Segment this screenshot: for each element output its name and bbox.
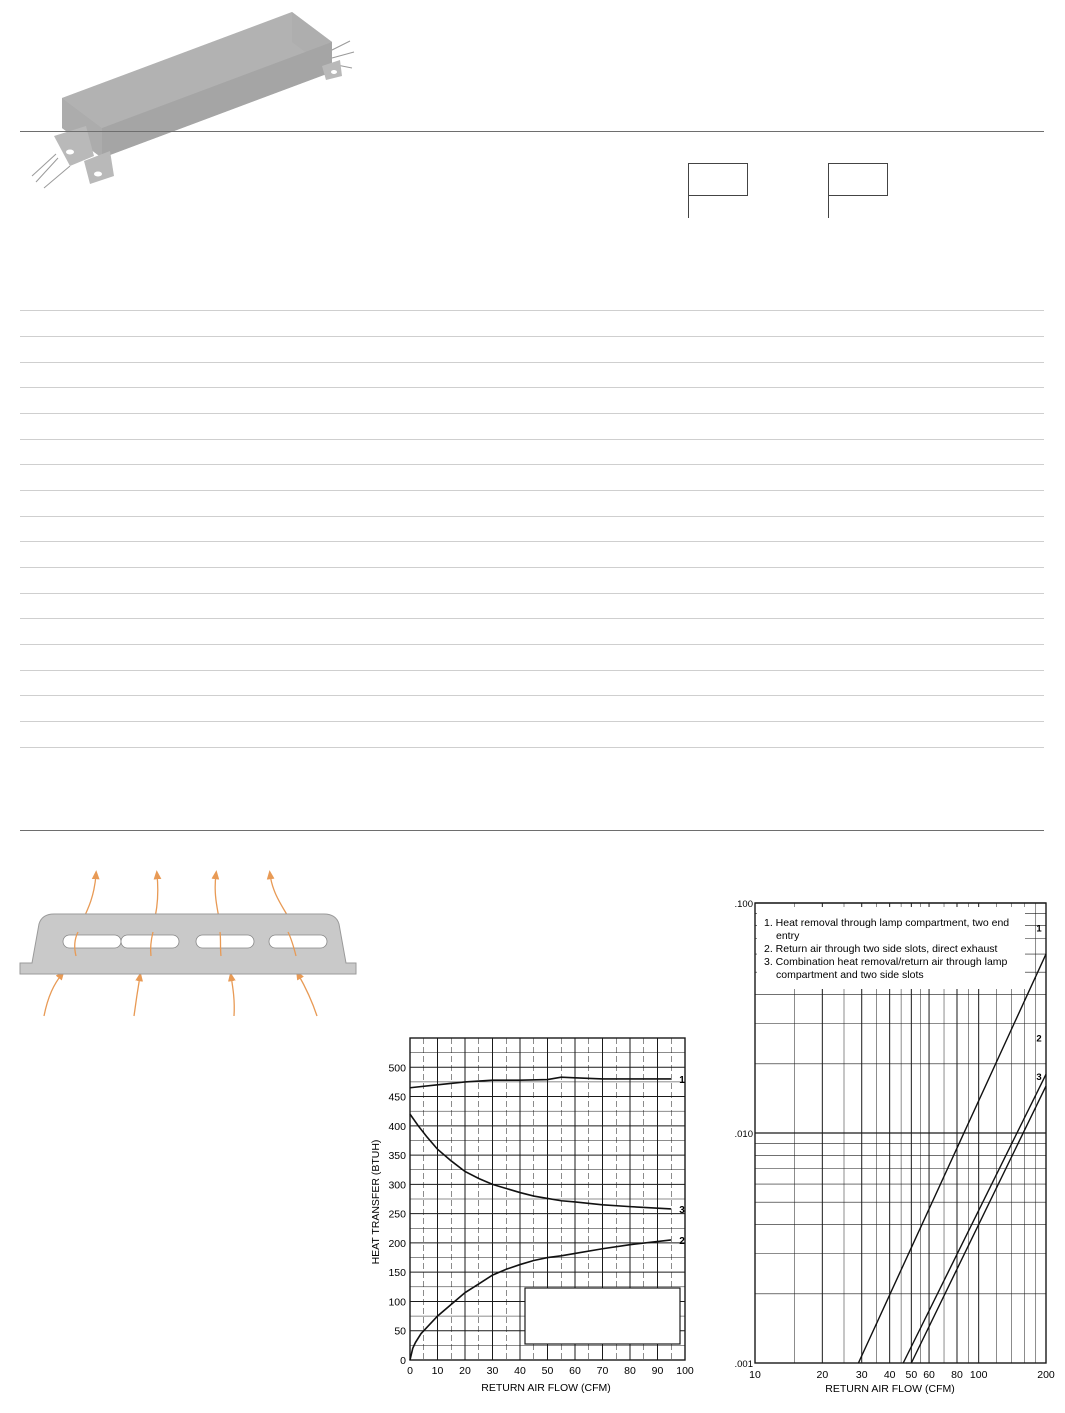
- airflow-arrow: [231, 976, 234, 1016]
- y-tick-label: 50: [394, 1325, 406, 1338]
- table-row: [20, 644, 1044, 645]
- legend-entry-3-cont: compartment and two side slots: [776, 969, 924, 981]
- y-tick-label: .010: [734, 1129, 753, 1140]
- legend-entry-2: 2. Return air through two side slots, direct exhaust: [764, 943, 998, 955]
- y-tick-label: 300: [388, 1179, 406, 1192]
- y-tick-label: 350: [388, 1150, 406, 1163]
- airflow-arrow: [44, 974, 62, 1016]
- y-tick-label: 250: [388, 1208, 406, 1221]
- x-tick-label: 60: [569, 1365, 581, 1377]
- table-row: [20, 593, 1044, 594]
- y-tick-label: 450: [388, 1091, 406, 1104]
- ballast-illustration: [14, 6, 364, 191]
- x-tick-label: 30: [855, 1369, 868, 1381]
- legend-entry-1: 1. Heat removal through lamp compartment, two end: [764, 917, 1010, 929]
- series-label-3: 3: [1036, 1071, 1042, 1083]
- y-tick-label: .100: [734, 899, 753, 910]
- fixture-airflow-illustration: [14, 866, 364, 1026]
- x-tick-label: 50: [541, 1365, 554, 1377]
- x-tick-label: 20: [816, 1369, 829, 1381]
- x-tick-label: 30: [486, 1365, 499, 1377]
- x-tick-label: 50: [905, 1369, 918, 1381]
- table-row: [20, 695, 1044, 696]
- y-tick-label: 100: [388, 1296, 406, 1309]
- top-divider: [20, 131, 1044, 132]
- y-tick-label: 0: [400, 1355, 406, 1367]
- table-row: [20, 413, 1044, 414]
- x-tick-label: 80: [624, 1365, 636, 1377]
- table-row: [20, 336, 1044, 337]
- table-row: [20, 721, 1044, 722]
- table-row: [20, 567, 1044, 568]
- series-label-3: 3: [679, 1204, 685, 1216]
- x-tick-label: 40: [514, 1365, 526, 1377]
- y-tick-label: .001: [734, 1359, 753, 1370]
- flag-box-left: [688, 163, 689, 218]
- x-tick-label: 200: [1037, 1369, 1055, 1381]
- x-axis-label: RETURN AIR FLOW (CFM): [481, 1382, 611, 1394]
- flag-box-right: [828, 163, 829, 218]
- legend-entry-3: 3. Combination heat removal/return air through lamp: [764, 956, 1008, 968]
- airflow-arrow: [134, 976, 140, 1016]
- log-flow-chart: [718, 895, 1058, 1400]
- table-row: [20, 464, 1044, 465]
- x-tick-label: 10: [749, 1369, 761, 1381]
- table-row: [20, 310, 1044, 311]
- table-row: [20, 670, 1044, 671]
- bottom-divider: [20, 830, 1044, 831]
- y-tick-label: 200: [388, 1237, 406, 1250]
- y-tick-label: 400: [388, 1120, 406, 1133]
- x-tick-label: 0: [407, 1365, 413, 1377]
- chart-inset-box: [525, 1288, 680, 1344]
- x-tick-label: 60: [923, 1369, 935, 1381]
- y-tick-label: 150: [388, 1267, 406, 1280]
- table-row: [20, 387, 1044, 388]
- fixture-slot: [269, 935, 327, 948]
- heat-transfer-chart: [360, 1030, 705, 1400]
- x-tick-label: 90: [651, 1365, 664, 1377]
- series-label-1: 1: [679, 1074, 685, 1086]
- table-row: [20, 490, 1044, 491]
- fixture-slot: [196, 935, 254, 948]
- series-label-2: 2: [679, 1235, 685, 1247]
- x-tick-label: 100: [969, 1369, 988, 1381]
- x-tick-label: 100: [676, 1365, 694, 1377]
- table-row: [20, 439, 1044, 440]
- x-tick-label: 40: [883, 1369, 896, 1381]
- table-row: [20, 362, 1044, 363]
- fixture-slot: [121, 935, 179, 948]
- airflow-arrow: [298, 974, 317, 1016]
- series-label-2: 2: [1036, 1033, 1042, 1045]
- x-tick-label: 20: [459, 1365, 471, 1377]
- series-label-1: 1: [1036, 923, 1042, 935]
- x-tick-label: 80: [951, 1369, 963, 1381]
- legend-entry-1-cont: entry: [776, 930, 800, 942]
- table-row: [20, 747, 1044, 748]
- y-tick-label: 500: [388, 1062, 406, 1075]
- table-row: [20, 516, 1044, 517]
- x-tick-label: 70: [596, 1365, 609, 1377]
- x-axis-label: RETURN AIR FLOW (CFM): [825, 1383, 955, 1395]
- x-tick-label: 10: [431, 1365, 444, 1377]
- table-row: [20, 541, 1044, 542]
- table-row: [20, 618, 1044, 619]
- y-axis-label: HEAT TRANSFER (BTUH): [370, 1139, 382, 1265]
- fixture-slot: [63, 935, 121, 948]
